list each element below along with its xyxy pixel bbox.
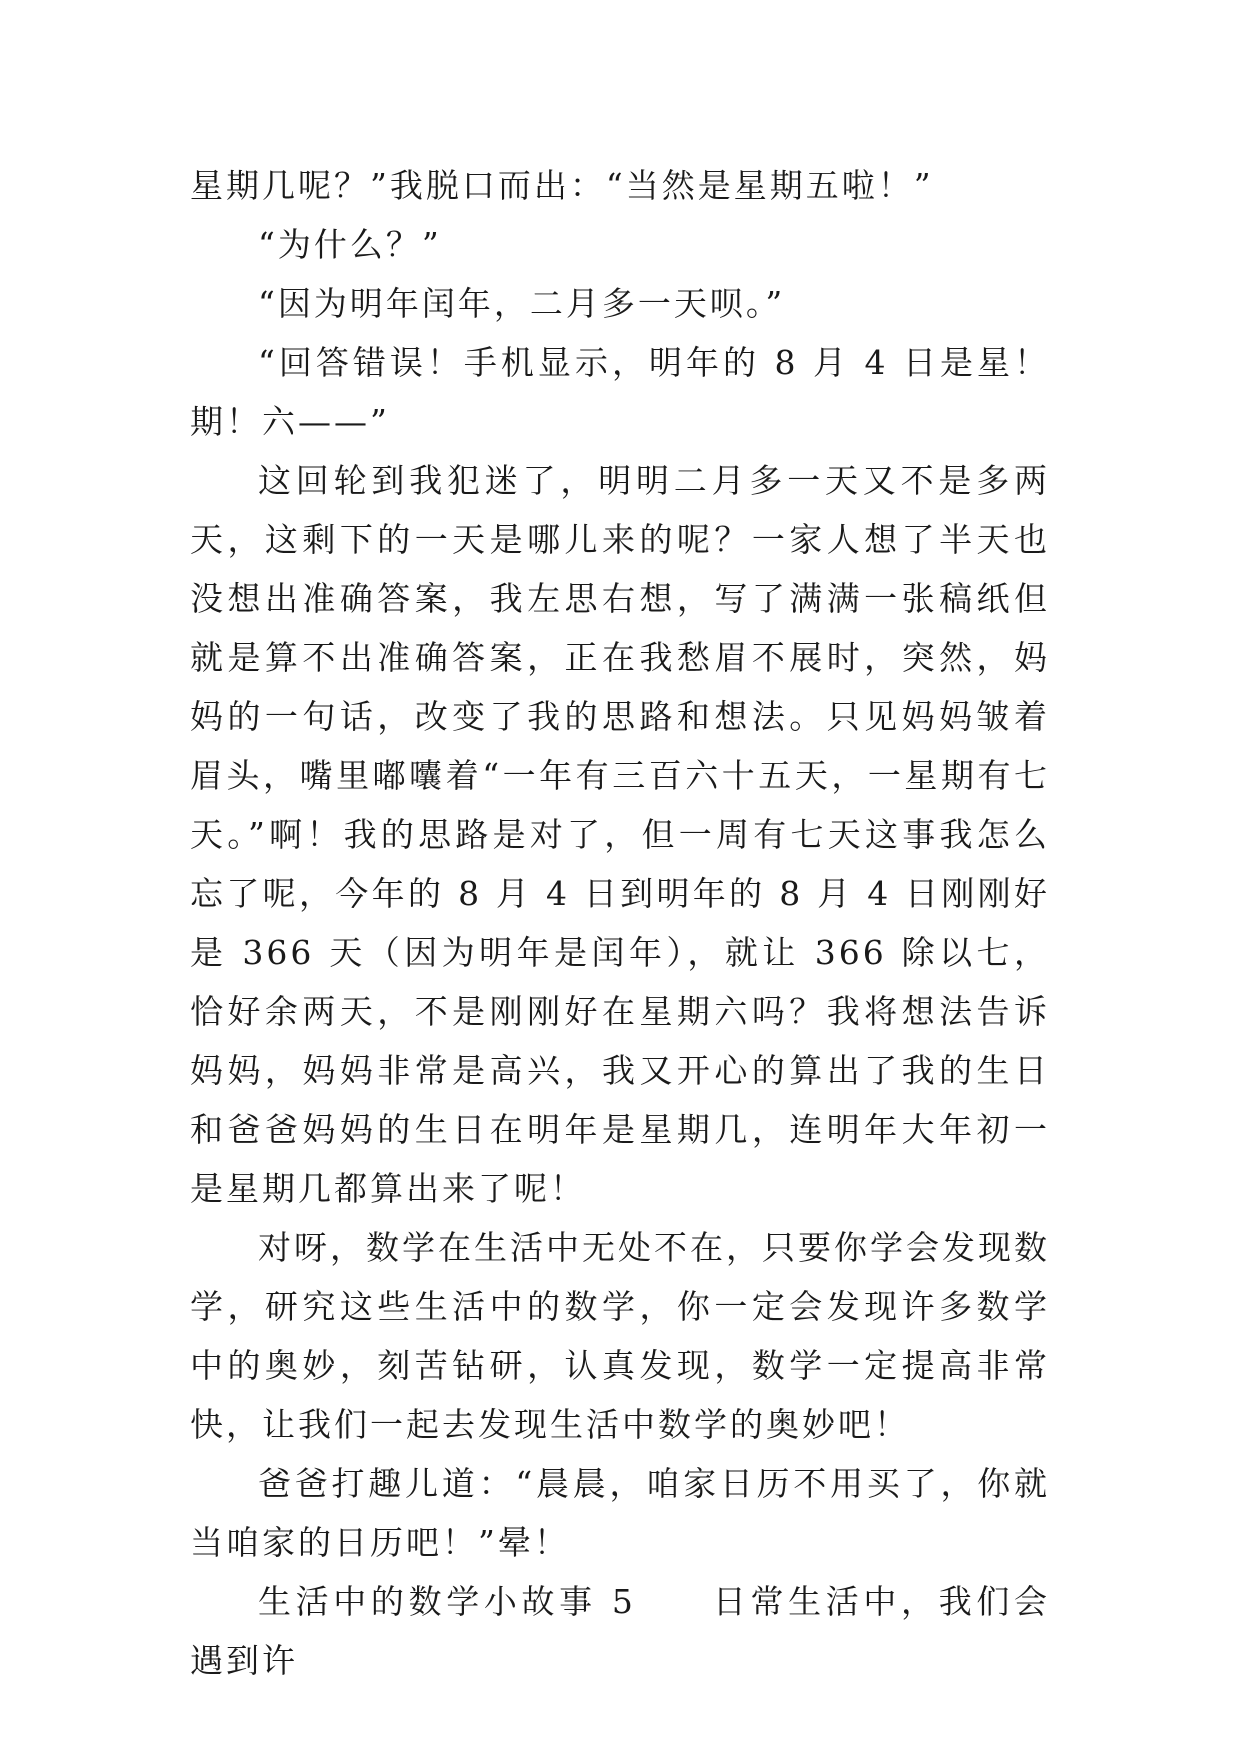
paragraph-wrong-answer: “回答错误！手机显示，明年的 8 月 4 日是星！期！六——” bbox=[190, 343, 1050, 441]
paragraph-dad-joke: 爸爸打趣儿道：“晨晨，咱家日历不用买了，你就当咱家的日历吧！”晕！ bbox=[190, 1464, 1050, 1562]
paragraph-conclusion: 对呀，数学在生活中无处不在，只要你学会发现数学，研究这些生活中的数学，你一定会发现许多数学中的奥妙，刻苦钻研，认真发现，数学一定提高非常快，让我们一起去发现生活中数学的奥妙吧！ bbox=[190, 1228, 1050, 1444]
paragraph-continuation: 星期几呢？”我脱口而出：“当然是星期五啦！” bbox=[190, 166, 934, 205]
document-body bbox=[190, 156, 1050, 1690]
paragraph-reasoning: 这回轮到我犯迷了，明明二月多一天又不是多两天，这剩下的一天是哪儿来的呢？一家人想了半天也没想出准确答案，我左思右想，写了满满一张稿纸但就是算不出准确答案，正在我愁眉不展时，突然，妈妈的一句话，改变了我的思路和想法。只见妈妈皱着眉头，嘴里嘟囔着“一年有三百六十五天，一星期有七天。”啊！我的思路是对了，但一周有七天这事我怎么忘了呢，今年的 8 月 4 日到明年的 8 月 4 日刚刚好是 366 天（因为明年是闰年），就让 366 除以七，恰好余两天，不是刚刚好在星期六吗？我将想法告诉妈妈，妈妈非常是高兴，我又开心的算出了我的生日和爸爸妈妈的生日在明年是星期几，连明年大年初一是星期几都算出来了呢！ bbox=[190, 461, 1050, 1208]
paragraph-question: “为什么？” bbox=[258, 225, 442, 264]
paragraph-next-story: 生活中的数学小故事 5 日常生活中，我们会遇到许 bbox=[190, 1582, 1050, 1680]
paragraph-answer: “因为明年闰年，二月多一天呗。” bbox=[258, 284, 786, 323]
